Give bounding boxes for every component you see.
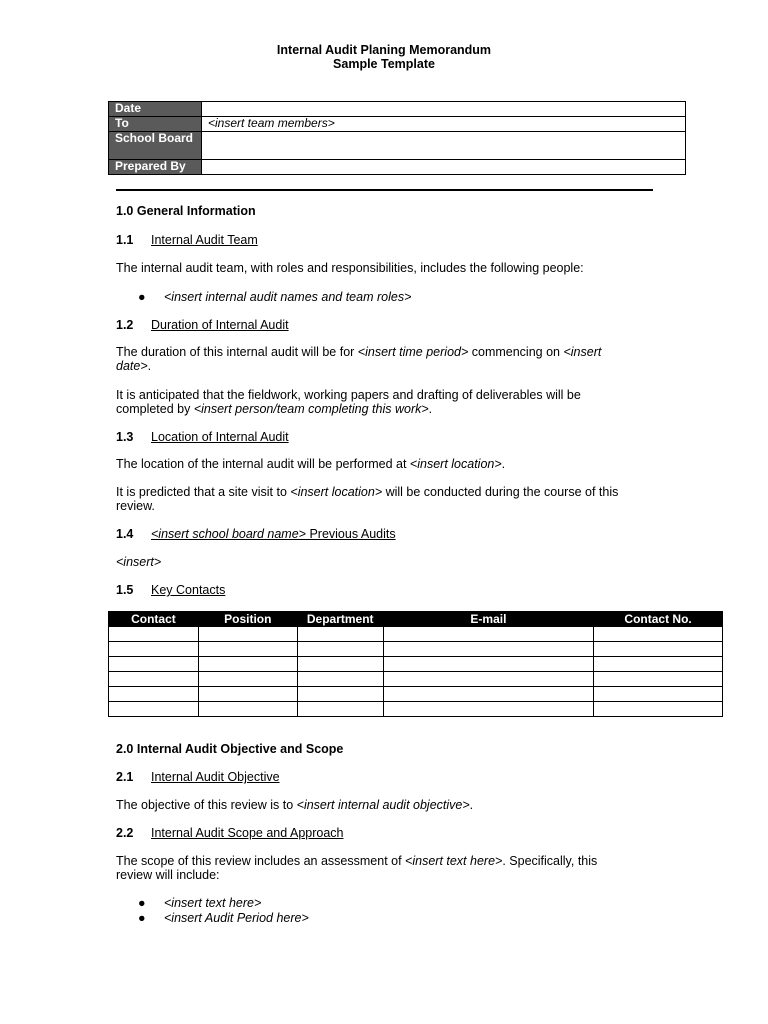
bullet-icon: ●	[138, 290, 146, 304]
text-run: The location of the internal audit will be performed at	[116, 457, 410, 471]
prepared-by-label: Prepared By	[109, 160, 202, 175]
to-value: <insert team members>	[202, 117, 686, 132]
table-cell	[297, 702, 383, 717]
subsection-label: Internal Audit Scope and Approach	[151, 826, 344, 840]
table-row	[109, 102, 686, 117]
subsection-1-2	[116, 318, 289, 332]
table-cell	[594, 672, 723, 687]
subsection-2-1	[116, 770, 280, 784]
table-cell	[109, 642, 199, 657]
table-row	[109, 642, 723, 657]
subsection-number: 2.2	[116, 826, 134, 840]
table-cell	[594, 627, 723, 642]
placeholder-text: <insert school board name>	[151, 527, 306, 541]
memo-header-table	[108, 101, 686, 175]
table-row	[109, 117, 686, 132]
table-cell	[383, 657, 594, 672]
table-cell	[594, 642, 723, 657]
text-run: The scope of this review includes an assessment of	[116, 854, 406, 868]
text-run: .	[469, 798, 474, 812]
table-cell	[383, 702, 594, 717]
table-cell	[297, 642, 383, 657]
table-cell	[109, 627, 199, 642]
document-title: Internal Audit Planing Memorandum	[276, 43, 492, 57]
paragraph-duration	[116, 345, 626, 373]
subsection-label: Duration of Internal Audit	[151, 318, 289, 332]
subsection-number: 1.2	[116, 318, 134, 332]
subsection-1-1	[116, 233, 258, 247]
subsection-number: 1.1	[116, 233, 134, 247]
subsection-label: Location of Internal Audit	[151, 430, 289, 444]
text-run: commencing on	[468, 345, 564, 359]
text-run: .	[501, 457, 506, 471]
document-subtitle: Sample Template	[333, 57, 435, 71]
column-header: Position	[198, 612, 297, 627]
prepared-by-value	[202, 160, 686, 175]
table-cell	[297, 687, 383, 702]
text-run: The objective of this review is to	[116, 798, 297, 812]
subsection-label: Key Contacts	[151, 583, 226, 597]
subsection-label	[151, 527, 396, 541]
paragraph-objective	[116, 798, 646, 812]
section-heading-objective-scope: 2.0 Internal Audit Objective and Scope	[116, 742, 344, 756]
subsection-number: 1.4	[116, 527, 134, 541]
table-cell	[594, 687, 723, 702]
subsection-1-3	[116, 430, 289, 444]
subsection-1-4	[116, 527, 396, 541]
list-item	[138, 290, 411, 304]
paragraph-scope	[116, 854, 621, 882]
column-header: Contact	[109, 612, 199, 627]
placeholder-text: <insert person/team completing this work>	[193, 402, 429, 416]
table-row	[109, 627, 723, 642]
text-run: . Specifically, this review will include:	[116, 854, 598, 882]
table-row	[109, 657, 723, 672]
table-cell	[198, 702, 297, 717]
paragraph-previous-audits	[116, 555, 646, 569]
subsection-number: 1.5	[116, 583, 134, 597]
placeholder-text: <insert>	[116, 555, 162, 569]
text-run: The duration of this internal audit will be for	[116, 345, 358, 359]
table-cell	[198, 642, 297, 657]
table-row	[109, 687, 723, 702]
subsection-label: Internal Audit Team	[151, 233, 258, 247]
text-run: It is predicted that a site visit to	[116, 485, 291, 499]
to-label: To	[109, 117, 202, 132]
list-item	[138, 911, 309, 925]
horizontal-divider	[116, 189, 653, 191]
table-cell	[109, 672, 199, 687]
bullet-icon: ●	[138, 896, 146, 910]
column-header: E-mail	[383, 612, 594, 627]
placeholder-text: <insert date>	[116, 345, 602, 373]
table-cell	[109, 657, 199, 672]
text-run: will be conducted during the course of this review.	[116, 485, 619, 513]
table-cell	[198, 672, 297, 687]
text-run: .	[147, 359, 152, 373]
column-header: Department	[297, 612, 383, 627]
text-run: .	[428, 402, 433, 416]
table-cell	[297, 627, 383, 642]
date-value	[202, 102, 686, 117]
bullet-text: <insert Audit Period here>	[164, 911, 309, 925]
table-row	[109, 160, 686, 175]
table-row	[109, 702, 723, 717]
subsection-number: 2.1	[116, 770, 134, 784]
table-cell	[383, 672, 594, 687]
subsection-number: 1.3	[116, 430, 134, 444]
bullet-icon: ●	[138, 911, 146, 925]
school-board-value	[202, 132, 686, 160]
date-label: Date	[109, 102, 202, 117]
paragraph-audit-team: The internal audit team, with roles and responsibilities, includes the following people:	[116, 261, 584, 275]
placeholder-text: <insert time period>	[357, 345, 469, 359]
table-row	[109, 672, 723, 687]
table-cell	[594, 657, 723, 672]
text-run: Previous Audits	[305, 527, 396, 541]
bullet-text: <insert internal audit names and team roles>	[164, 290, 412, 304]
table-cell	[594, 702, 723, 717]
table-cell	[297, 672, 383, 687]
bullet-text: <insert text here>	[164, 896, 262, 910]
paragraph-location	[116, 457, 646, 471]
subsection-1-5	[116, 583, 225, 597]
subsection-2-2	[116, 826, 344, 840]
table-cell	[109, 687, 199, 702]
table-cell	[198, 687, 297, 702]
key-contacts-table	[108, 611, 723, 717]
list-item	[138, 896, 261, 910]
table-row	[109, 132, 686, 160]
table-cell	[198, 627, 297, 642]
paragraph-site-visit	[116, 485, 641, 513]
school-board-label: School Board	[109, 132, 202, 160]
table-cell	[109, 702, 199, 717]
section-heading-general-information: 1.0 General Information	[116, 204, 256, 218]
placeholder-text: <insert text here>	[405, 854, 503, 868]
column-header: Contact No.	[594, 612, 723, 627]
table-cell	[383, 687, 594, 702]
table-cell	[383, 642, 594, 657]
table-header-row	[109, 612, 723, 627]
table-cell	[383, 627, 594, 642]
paragraph-completion	[116, 388, 606, 416]
placeholder-text: <insert location>	[409, 457, 502, 471]
table-cell	[297, 657, 383, 672]
placeholder-text: <insert location>	[290, 485, 383, 499]
table-cell	[198, 657, 297, 672]
placeholder-text: <insert internal audit objective>	[296, 798, 470, 812]
subsection-label: Internal Audit Objective	[151, 770, 280, 784]
text-run: It is anticipated that the fieldwork, working papers and drafting of deliverables will be completed by	[116, 388, 581, 416]
